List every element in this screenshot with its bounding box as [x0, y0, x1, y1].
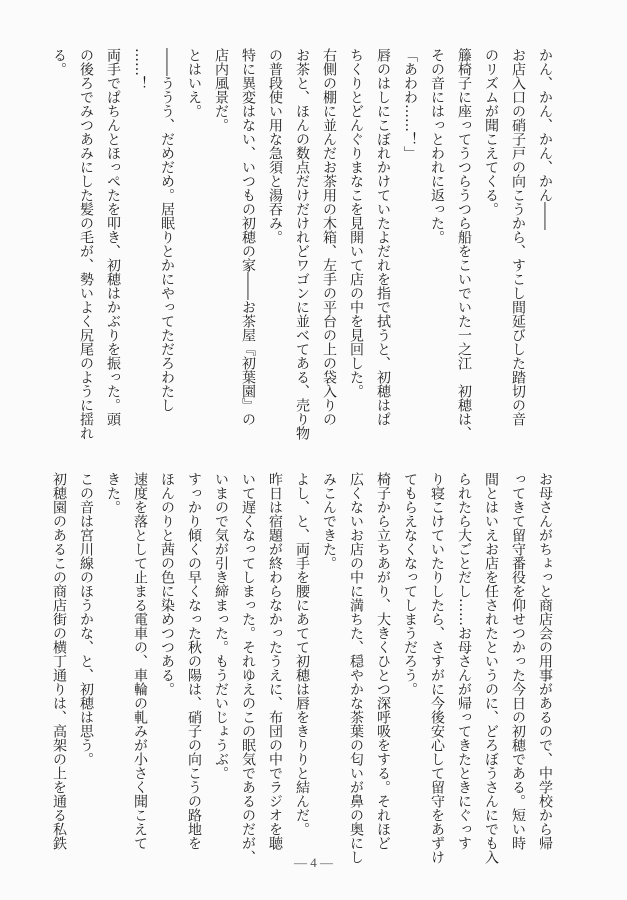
text-line: られたら大ごとだし……お母さんが帰ってきたときにぐっす	[456, 472, 472, 850]
text-line: 初穂園のあるこの商店街の横丁通りは、高架の上を通る私鉄	[51, 472, 67, 850]
text-line: の普段使い用な急須と湯吞み。	[267, 48, 283, 244]
text-line: お茶と、ほんの数点だけだけれどワゴンに並べてある、売り物	[294, 48, 310, 440]
text-line: 両手でぱちんとほっぺたを叩き、初穂はかぶりを振った。頭	[105, 48, 121, 426]
text-line: この音は宮川線のほうかな、と、初穂は思う。	[78, 472, 94, 766]
text-line: 「あわわ……！」	[402, 48, 418, 160]
text-line: 昨日は宿題が終わらなかったうえに、布団の中でラジオを聴	[267, 472, 283, 850]
text-line: とはいえ。	[186, 48, 202, 118]
text-line: ――ううう、だめだめ。居眠りとかにやってただろわたし	[159, 48, 175, 412]
text-line: その音にはっとわれに返った。	[429, 48, 445, 244]
upper-text-block	[51, 48, 558, 463]
text-line: いて遅くなってしまった。それゆえのこの眠気であるのだが、	[240, 472, 256, 864]
text-line: 右側の棚に並んだお茶用の木箱、左手の平台の上の袋入りの	[321, 48, 337, 426]
text-line: 広くないお店の中に満ちた、穏やかな茶葉の匂いが鼻の奥にし	[348, 472, 364, 864]
text-line: お店入口の硝子戸の向こうから、すこし間延びした踏切の音	[510, 48, 526, 426]
text-line: かん、かん、かん、かん――	[537, 48, 553, 230]
text-line: みこんできた。	[321, 472, 337, 570]
text-line: いまので気が引き締まった。もうだいじょうぶ。	[213, 472, 229, 780]
page-number: — 4 —	[294, 855, 333, 870]
text-line: の後ろでみつあみにした髪の毛が、勢いよく尻尾のように揺れ	[78, 48, 94, 440]
lower-text-block	[51, 472, 558, 864]
text-line: る。	[51, 48, 67, 76]
text-line: 店内風景だ。	[213, 48, 229, 132]
text-line: 速度を落として止まる電車の、車輪の軋みが小さく聞こえて	[132, 472, 148, 850]
text-line: すっかり傾くの早くなった秋の陽は、硝子の向こうの路地を	[186, 472, 202, 850]
text-line: ほんのりと茜の色に染めつつある。	[159, 472, 175, 696]
text-line: 椅子から立ちあがり、大きくひとつ深呼吸をする。それほど	[375, 472, 391, 850]
text-line: ってきて留守番役を仰せつかった今日の初穂である。短い時	[510, 472, 526, 850]
text-line: 特に異変はない、いつもの初穂の家――お茶屋『初葉園』の	[240, 48, 256, 426]
text-line: てもらえなくなってしまうだろう。	[402, 472, 418, 696]
text-line: 間とはいえお店を任されたというのに、どろぼうさんにでも入	[483, 472, 499, 864]
text-line: よし、と、両手を腰にあてて初穂は唇をきりりと結んだ。	[294, 472, 310, 836]
text-line: ちくりとどんぐりまなこを見開いて店の中を見回した。	[348, 48, 364, 398]
text-line: 唇のはしにこぼれかけていたよだれを指で拭うと、初穂はぱ	[375, 48, 391, 426]
text-line: きた。	[105, 472, 121, 514]
text-line: ……！	[132, 48, 148, 90]
text-line: お母さんがちょっと商店会の用事があるので、中学校から帰	[537, 472, 553, 850]
text-line: り寝こけていたりしたら、さすがに今後安心して留守をあずけ	[429, 472, 445, 864]
text-line: のリズムが聞こえてくる。	[483, 48, 499, 216]
text-line: 籐椅子に座ってうつらうつら船をこいでいた一之江 初穂は、	[456, 48, 472, 440]
